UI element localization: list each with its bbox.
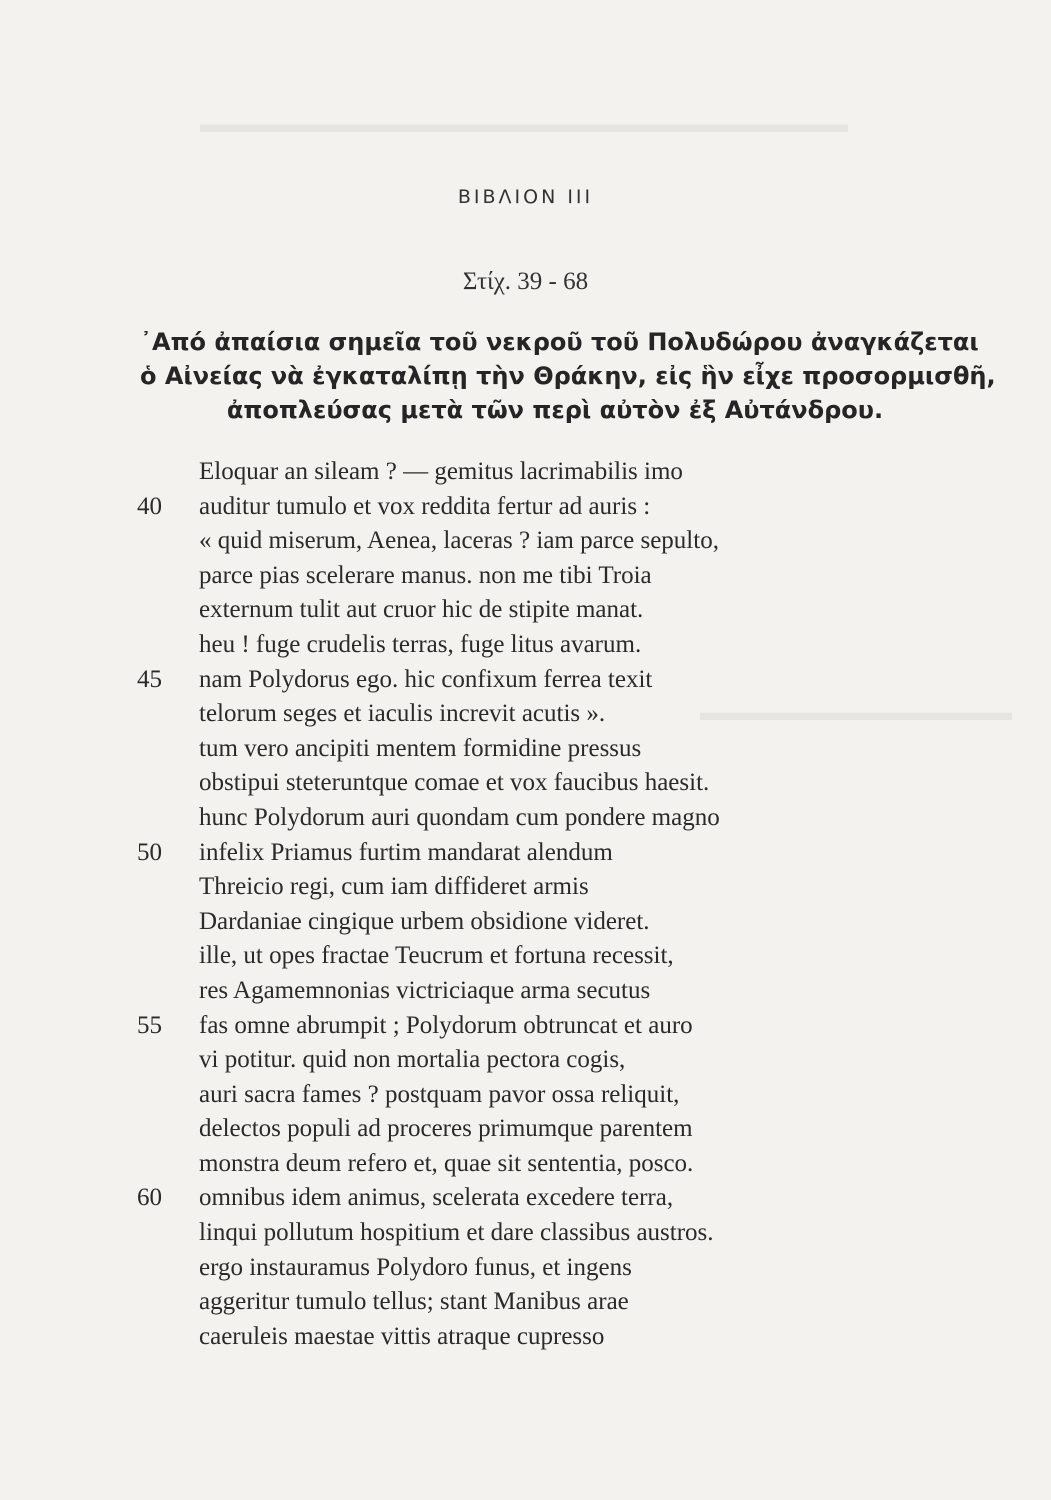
line-number: 45 bbox=[137, 665, 162, 693]
verse-text: « quid miserum, Aenea, laceras ? iam parce sepulto, bbox=[199, 527, 719, 555]
verse-text: aggeritur tumulo tellus; stant Manibus arae bbox=[199, 1288, 629, 1316]
verse-text: omnibus idem animus, scelerata excedere terra, bbox=[199, 1184, 674, 1212]
verse-text: delectos populi ad proceres primumque parentem bbox=[199, 1115, 693, 1143]
verse-text: ergo instauramus Polydoro funus, et ingens bbox=[199, 1253, 632, 1281]
verse-text: caeruleis maestae vittis atraque cupresso bbox=[199, 1322, 605, 1350]
verse-line bbox=[0, 732, 1051, 767]
summary-line: ᾿Από ἀπαίσια σημεῖα τοῦ νεκροῦ τοῦ Πολυδώρου ἀναγκάζεται bbox=[140, 328, 979, 356]
verse-text: infelix Priamus furtim mandarat alendum bbox=[199, 838, 613, 866]
summary-line: ὁ Αἰνείας νὰ ἐγκαταλίπῃ τὴν Θράκην, εἰς ἣν εἶχε προσορμισθῆ, bbox=[140, 362, 996, 390]
verse-line bbox=[0, 1043, 1051, 1078]
summary-line: ἀποπλεύσας μετὰ τῶν περὶ αὐτὸν ἐξ Αὐτάνδρου. bbox=[226, 396, 884, 424]
verse-line bbox=[0, 1216, 1051, 1251]
verse-line bbox=[0, 974, 1051, 1009]
verse-text: Dardaniae cingique urbem obsidione videret. bbox=[199, 907, 650, 935]
line-number: 60 bbox=[137, 1184, 162, 1212]
verse-text: auditur tumulo et vox reddita fertur ad auris : bbox=[199, 492, 651, 520]
verse-line bbox=[0, 1078, 1051, 1113]
verse-text: linqui pollutum hospitium et dare classibus austros. bbox=[199, 1219, 714, 1247]
verse-text: heu ! fuge crudelis terras, fuge litus avarum. bbox=[199, 630, 642, 658]
verse-line bbox=[0, 801, 1051, 836]
verse-text: externum tulit aut cruor hic de stipite manat. bbox=[199, 596, 644, 624]
bleed-through: ▬▬▬▬▬▬▬▬▬▬▬▬▬▬▬▬▬▬▬▬▬▬▬▬▬▬▬ bbox=[200, 112, 848, 138]
verse-line bbox=[0, 905, 1051, 940]
line-number: 50 bbox=[137, 838, 162, 866]
verse-line bbox=[0, 766, 1051, 801]
verse-line bbox=[0, 524, 1051, 559]
verse-line bbox=[0, 663, 1051, 698]
verse-line bbox=[0, 1147, 1051, 1182]
verse-line bbox=[0, 1112, 1051, 1147]
verse-line bbox=[0, 1009, 1051, 1044]
verse-text: auri sacra fames ? postquam pavor ossa reliquit, bbox=[199, 1080, 680, 1108]
book-title: ΒΙΒΛΙΟΝ ΙΙΙ bbox=[457, 186, 594, 208]
verse-text: Eloquar an sileam ? — gemitus lacrimabilis imo bbox=[199, 458, 683, 485]
verse-text: obstipui steteruntque comae et vox faucibus haesit. bbox=[199, 769, 710, 797]
poem-text bbox=[0, 455, 1051, 1354]
verse-line bbox=[0, 1285, 1051, 1320]
verse-line bbox=[0, 1320, 1051, 1355]
verse-text: monstra deum refero et, quae sit sententia, posco. bbox=[199, 1149, 694, 1177]
verse-text: ille, ut opes fractae Teucrum et fortuna recessit, bbox=[199, 942, 674, 970]
section-summary bbox=[140, 325, 996, 427]
verse-line bbox=[0, 490, 1051, 525]
verse-text: res Agamemnonias victriciaque arma secutus bbox=[199, 976, 651, 1004]
verse-text: fas omne abrumpit ; Polydorum obtruncat et auro bbox=[199, 1011, 693, 1039]
verse-line bbox=[0, 1181, 1051, 1216]
verse-line bbox=[0, 870, 1051, 905]
verse-line bbox=[0, 559, 1051, 594]
verse-text: Threicio regi, cum iam diffideret armis bbox=[199, 873, 589, 901]
lines-range: Στίχ. 39 - 68 bbox=[462, 268, 589, 295]
line-number: 40 bbox=[137, 492, 162, 520]
verse-text: tum vero ancipiti mentem formidine pressus bbox=[199, 734, 642, 762]
verse-text: telorum seges et iaculis increvit acutis ». bbox=[199, 700, 606, 728]
verse-line bbox=[0, 939, 1051, 974]
verse-text: hunc Polydorum auri quondam cum pondere magno bbox=[199, 803, 720, 831]
verse-line bbox=[0, 455, 1051, 490]
verse-line bbox=[0, 628, 1051, 663]
verse-text: nam Polydorus ego. hic confixum ferrea texit bbox=[199, 665, 653, 693]
verse-line bbox=[0, 836, 1051, 871]
verse-text: parce pias scelerare manus. non me tibi Troia bbox=[199, 561, 652, 589]
line-number: 55 bbox=[137, 1011, 162, 1039]
verse-line bbox=[0, 1251, 1051, 1286]
verse-text: vi potitur. quid non mortalia pectora cogis, bbox=[199, 1046, 626, 1074]
verse-line bbox=[0, 697, 1051, 732]
verse-line bbox=[0, 593, 1051, 628]
bleed-through: ▬▬▬▬▬▬▬▬▬▬▬▬▬ bbox=[700, 700, 1012, 726]
